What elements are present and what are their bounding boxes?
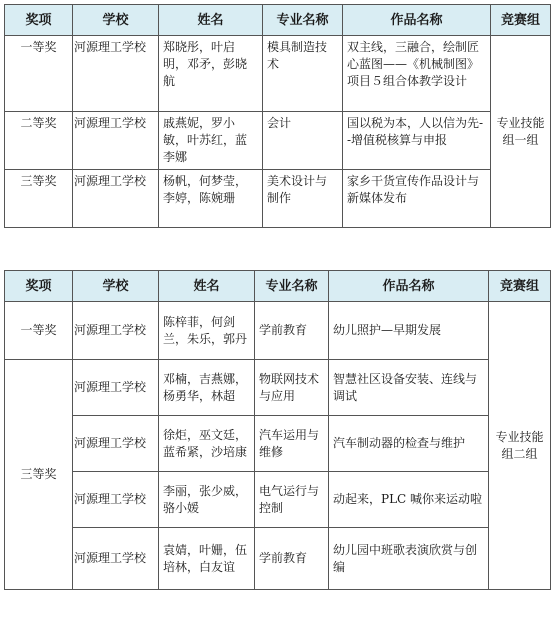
header-work: 作品名称 bbox=[343, 5, 491, 36]
school-cell: 河源理工学校 bbox=[73, 36, 159, 112]
work-cell: 国以税为本，人以信为先--增值税核算与申报 bbox=[343, 112, 491, 170]
work-cell: 幼儿园中班歌表演欣赏与创编 bbox=[329, 528, 489, 590]
names-cell: 李丽，张少威，骆小媛 bbox=[159, 472, 255, 528]
award-cell: 一等奖 bbox=[5, 302, 73, 360]
group-cell: 专业技能组二组 bbox=[489, 302, 551, 590]
major-cell: 模具制造技术 bbox=[263, 36, 343, 112]
award-table-group-1 bbox=[4, 4, 551, 228]
table-header-row bbox=[5, 5, 551, 36]
work-cell: 动起来，PLC 喊你来运动啦 bbox=[329, 472, 489, 528]
header-major: 专业名称 bbox=[263, 5, 343, 36]
school-cell: 河源理工学校 bbox=[73, 472, 159, 528]
major-cell: 物联网技术与应用 bbox=[255, 360, 329, 416]
award-cell: 一等奖 bbox=[5, 36, 73, 112]
table-row bbox=[5, 416, 551, 472]
group-cell: 专业技能组一组 bbox=[491, 36, 551, 228]
work-cell: 智慧社区设备安装、连线与调试 bbox=[329, 360, 489, 416]
table-row bbox=[5, 112, 551, 170]
header-school: 学校 bbox=[73, 271, 159, 302]
award-cell: 二等奖 bbox=[5, 112, 73, 170]
major-cell: 美术设计与制作 bbox=[263, 170, 343, 228]
major-cell: 学前教育 bbox=[255, 302, 329, 360]
header-group: 竞赛组 bbox=[489, 271, 551, 302]
table-row bbox=[5, 360, 551, 416]
work-cell: 汽车制动器的检查与维护 bbox=[329, 416, 489, 472]
names-cell: 袁婧，叶姗，伍培林，白友谊 bbox=[159, 528, 255, 590]
award-cell: 三等奖 bbox=[5, 170, 73, 228]
header-group: 竞赛组 bbox=[491, 5, 551, 36]
award-table-group-2 bbox=[4, 270, 551, 590]
names-cell: 戚燕妮，罗小敏，叶苏红，蓝李娜 bbox=[159, 112, 263, 170]
school-cell: 河源理工学校 bbox=[73, 360, 159, 416]
major-cell: 会计 bbox=[263, 112, 343, 170]
school-cell: 河源理工学校 bbox=[73, 112, 159, 170]
school-cell: 河源理工学校 bbox=[73, 528, 159, 590]
table-row bbox=[5, 302, 551, 360]
names-cell: 徐炬，巫文廷，蓝希紧，沙培康 bbox=[159, 416, 255, 472]
school-cell: 河源理工学校 bbox=[73, 416, 159, 472]
names-cell: 邓楠，吉燕娜，杨勇华，林超 bbox=[159, 360, 255, 416]
header-names: 姓名 bbox=[159, 5, 263, 36]
award-cell: 三等奖 bbox=[5, 360, 73, 590]
work-cell: 双主线，三融合，绘制匠心蓝图——《机械制图》项目５组合体教学设计 bbox=[343, 36, 491, 112]
header-work: 作品名称 bbox=[329, 271, 489, 302]
table-row bbox=[5, 472, 551, 528]
school-cell: 河源理工学校 bbox=[73, 302, 159, 360]
header-school: 学校 bbox=[73, 5, 159, 36]
header-major: 专业名称 bbox=[255, 271, 329, 302]
major-cell: 学前教育 bbox=[255, 528, 329, 590]
school-cell: 河源理工学校 bbox=[73, 170, 159, 228]
names-cell: 杨帆，何梦莹，李婷，陈婉珊 bbox=[159, 170, 263, 228]
major-cell: 汽车运用与维修 bbox=[255, 416, 329, 472]
names-cell: 陈梓菲，何剑兰，朱乐，郭丹 bbox=[159, 302, 255, 360]
table-row bbox=[5, 36, 551, 112]
header-names: 姓名 bbox=[159, 271, 255, 302]
table-row bbox=[5, 170, 551, 228]
major-cell: 电气运行与控制 bbox=[255, 472, 329, 528]
header-award: 奖项 bbox=[5, 5, 73, 36]
table-header-row bbox=[5, 271, 551, 302]
work-cell: 家乡干货宣传作品设计与新媒体发布 bbox=[343, 170, 491, 228]
header-award: 奖项 bbox=[5, 271, 73, 302]
work-cell: 幼儿照护—早期发展 bbox=[329, 302, 489, 360]
table-row bbox=[5, 528, 551, 590]
names-cell: 郑晓彤，叶启明，邓矛，彭晓航 bbox=[159, 36, 263, 112]
